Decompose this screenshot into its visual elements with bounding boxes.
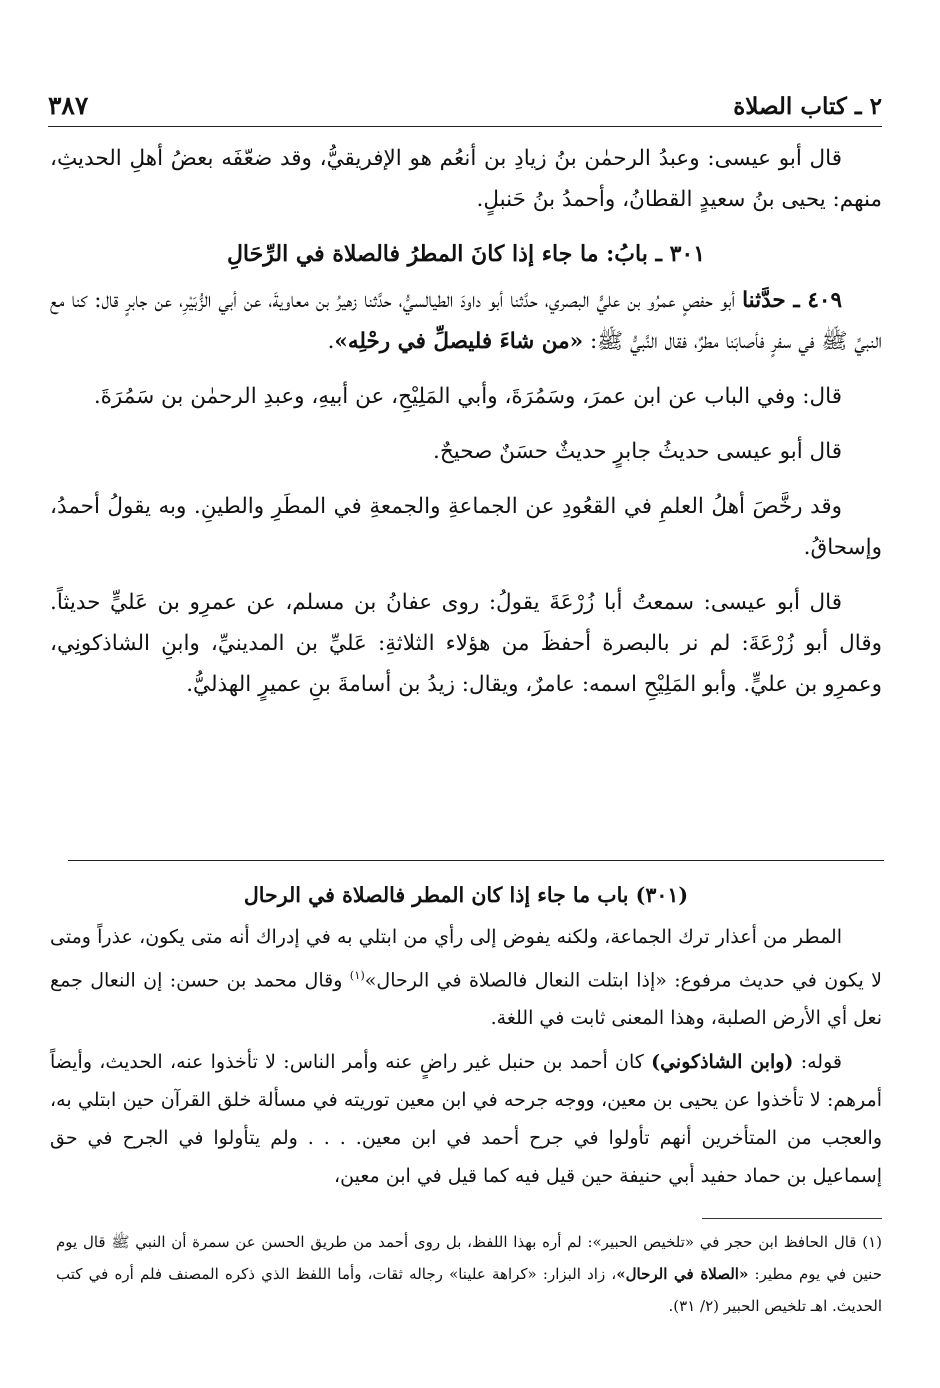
commentary-section bbox=[50, 876, 882, 1201]
footnote-text bbox=[56, 1226, 882, 1322]
chapter-heading: ٣٠١ ـ بابُ: ما جاء إذا كانَ المطرُ فالصلاة في الرِّحَالِ bbox=[226, 241, 706, 267]
footnote-emphasis: «الصلاة في الرحال» bbox=[616, 1265, 749, 1283]
footnote-part: (١) قال الحافظ ابن حجر في «تلخيص الحبير»: لم أره بهذا اللفظ، بل روى أحمد من طريق الحسن عن سمرة أن النبي ﷺ قال يوم حنين في يوم مطير: bbox=[56, 1233, 882, 1283]
hadith-number: ٤٠٩ ـ حدَّثنا bbox=[742, 288, 842, 313]
commentary-title: (٣٠١) باب ما جاء إذا كان المطر فالصلاة في الرحال bbox=[243, 883, 689, 907]
commentary-paragraph-1 bbox=[50, 918, 882, 1037]
paragraph-grading: قال أبو عيسى حديثُ جابرٍ حديثٌ حسَنٌ صحيحٌ. bbox=[433, 439, 842, 464]
paragraph-scholars-opinion: وقد رخَّصَ أهلُ العلمِ في القعُودِ عن الجماعةِ والجمعةِ في المطَرِ والطينِ. وبه يقولُ أحمدُ، وإسحاقُ. bbox=[50, 494, 882, 560]
hadith-quote: «من شاءَ فليصلِّ في رحْلِه» bbox=[334, 329, 584, 354]
main-text bbox=[50, 138, 882, 719]
footnote-part: ، زاد البزار: «كراهة علينا» رجاله ثقات، وأما اللفظ الذي ذكره المصنف فلم أره في كتب الحديث. اهـ تلخيص الحبير (٢/ ٣١). bbox=[56, 1265, 882, 1315]
commentary-text: المطر من أعذار ترك الجماعة، ولكنه يفوض إلى رأي من ابتلي به في إدراك أنه متى يكون، عذراً ومتى لا يكون في حديث مرفوع: «إذا ابتلت النعال فالصلاة في الرحال» bbox=[50, 926, 882, 992]
commentary-text: كان أحمد بن حنبل غير راضٍ عنه وأمر الناس: لا تأخذوا عنه، الحديث، وأيضاً أمرهم: لا تأخذوا عن يحيى بن معين، ووجه جرحه في ابن معين توريته في مسألة خلق القرآن حين ابتلي به، والعجب من المتأخرين أنهم تأولوا في جرح أحمد في ابن معين. . . . ولم يتأولوا في الجرح في حق إسماعيل بن حماد حفيد أبي حنيفة حين قيل فيه كما قيل في ابن معين، bbox=[50, 1051, 882, 1188]
footnote-ref: (١) bbox=[349, 968, 365, 982]
commentary-divider bbox=[68, 860, 884, 861]
hadith-chain: أبو حفصٍ عمرُو بن عليٍّ البصري، حدَّثنا أبو داودَ الطيالسيُّ، حدَّثنا زهيرُ بن معاويةَ، عن أبي الزُّبَيْرِ، عن جابرٍ قال: كنا مع النبيِّ ﷺ في سفرٍ فأصابَنا مطرٌ، فقال النَّبيُّ ﷺ: bbox=[50, 288, 882, 354]
page-header bbox=[48, 76, 882, 127]
paragraph-narrator-note: قال أبو عيسى: وعبدُ الرحمٰن بنُ زيادِ بن أنعُم هو الإفريقيُّ، وقد ضعّفَه بعضُ أهلِ الحديثِ، منهم: يحيى بنُ سعيدٍ القطانُ، وأحمدُ بنُ حَنبلٍ. bbox=[50, 146, 882, 212]
page-number: ٣٨٧ bbox=[48, 91, 89, 120]
hadith-paragraph bbox=[50, 280, 882, 362]
hadith-end: . bbox=[327, 329, 335, 354]
commentary-paragraph-2 bbox=[50, 1043, 882, 1195]
footnote bbox=[56, 1226, 882, 1322]
commentary-text: وقال محمد بن حسن: إن النعال جمع نعل أي الأرض الصلبة، وهذا المعنى ثابت في اللغة. bbox=[50, 969, 882, 1030]
paragraph-abu-zura: قال أبو عيسى: سمعتُ أبا زُرْعَةَ يقولُ: روى عفانُ بن مسلم، عن عمرِو بن عَليٍّ حديثاً. وقال أبو زُرْعَةَ: لم نر بالبصرة أحفظَ من هؤلاء الثلاثةِ: عَليِّ بن المدينيِّ، وابنِ الشاذكونِي، وعمرِو بن عليٍّ. وأبو المَلِيْحِ اسمه: عامرٌ، ويقال: زيدُ بن أسامةَ بنِ عميرٍ الهذليُّ. bbox=[50, 590, 882, 697]
footnote-divider bbox=[702, 1218, 882, 1219]
commentary-lemma: (وابن الشاذكوني) bbox=[651, 1051, 794, 1074]
commentary-text: قوله: bbox=[793, 1051, 842, 1074]
running-title: ٢ ـ كتاب الصلاة bbox=[733, 93, 882, 120]
paragraph-chapter-references: قال: وفي الباب عن ابن عمرَ، وسَمُرَةَ، وأبي المَلِيْحِ، عن أبيهِ، وعبدِ الرحمٰن بن سَمُرَةَ. bbox=[93, 384, 842, 409]
